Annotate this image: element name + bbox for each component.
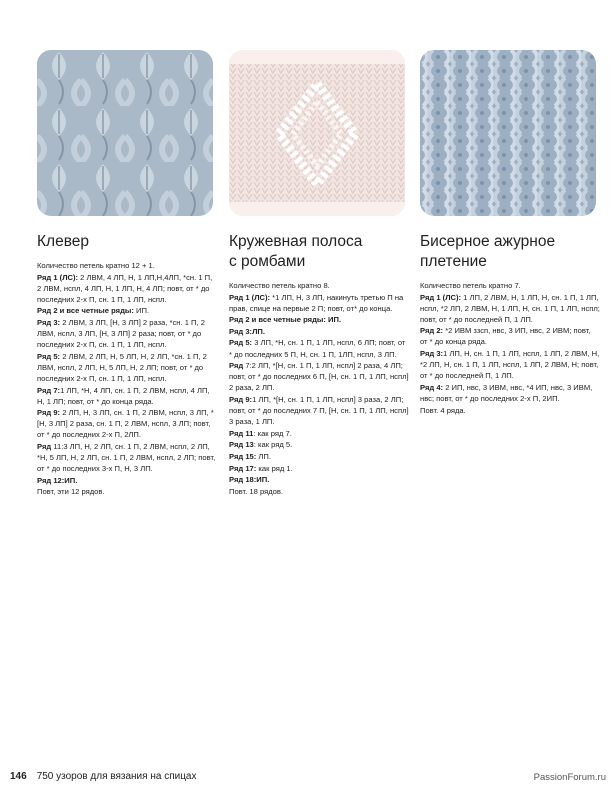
instruction-line: Количество петель кратно 7. [420, 281, 521, 290]
instruction-line: Ряд 1 (ЛС): *1 ЛП, Н, 3 ЛП, накинуть третью П на прав, спице на первые 2 П; повт, от* до конца. [229, 292, 404, 313]
swatch-photo-beaded-lace [420, 50, 596, 216]
instruction-line: Ряд 1 (ЛС): 2 ЛВМ, 4 ЛП, Н, 1 ЛП,Н,4ЛП, *сн. 1 П, 2 ЛВМ, нспл, 4 ЛП, Н, 1 ЛП, Н, 4 ЛП; повт, от * до последних 2-х П, сн. 1 П, 1 ЛП, нспл. [37, 272, 213, 304]
pattern-instructions [37, 260, 217, 497]
instruction-line: Ряд 3:ЛП. [229, 326, 265, 336]
instruction-line: Ряд 2: *2 ИВМ ззсп, нвс, 3 ИП, нвс, 2 ИВМ; повт, от * до конца ряда. [420, 326, 591, 347]
instruction-line: Количество петель кратно 8. [229, 281, 330, 290]
instruction-line: Ряд 11: как ряд 7. [229, 428, 292, 438]
instruction-line: Ряд 3: 2 ЛВМ, 3 ЛП, [Н, 3 ЛП] 2 раза, *сн. 1 П, 2 ЛВМ, нспл, 3 ЛП, [Н, 3 ЛП] 2 раза; повт, от * до последних 2-х П, сн. 1 П, 1 ЛП, нспл. [37, 317, 205, 350]
instruction-line: Количество петель кратно 12 + 1. [37, 261, 155, 270]
swatch-photo-lace-diamonds [229, 50, 405, 216]
instruction-line: Ряд 5: 2 ЛВМ, 2 ЛП, Н, 5 ЛП, Н, 2 ЛП, *сн. 1 П, 2 ЛВМ, нспл, 2 ЛП, Н, 5 ЛП, Н, 2 ЛП; повт, от * до последних 2-х П, сн. 1 П, 1 ЛП, нспл. [37, 351, 207, 383]
instruction-line: Ряд 9: 2 ЛП, Н, 3 ЛП, сн. 1 П, 2 ЛВМ, нспл, 3 ЛП, *[Н, 3 ЛП] 2 раза, сн. 1 П, 2 ЛВМ, нспл, 3 ЛП; повт, от * до последних 2-х П, 2ЛП. [37, 408, 214, 440]
instruction-line: Ряд 12:ИП. [37, 475, 78, 485]
book-title: 750 узоров для вязания на спицах [36, 771, 197, 782]
pattern-title: Клевер [37, 233, 89, 250]
instruction-line: Повт. 4 ряда. [420, 405, 466, 415]
instruction-line: Ряд 11:3 ЛП, Н, 2 ЛП, сн. 1 П, 2 ЛВМ, нспл, 2 ЛП, *Н, 5 ЛП, Н, 2 ЛП, сн. 1 П, 2 ЛВМ, нспл, 2 ЛП; повт, от * до последних 3-х П, Н, 3 ЛП. [37, 442, 216, 474]
watermark: PassionForum.ru [533, 772, 606, 783]
pattern-title: Кружевная полоса с ромбами [229, 233, 363, 270]
instruction-line: Ряд 7:2 ЛП, *[Н, сн. 1 П, 1 ЛП, нспл] 2 раза, 4 ЛП; повт, от * до последних 6 П, [Н, сн. 1 П, 1 ЛП, нспл] 2 раза, 2 ЛП. [229, 361, 409, 393]
instruction-line: Ряд 13: как ряд 5. [229, 440, 293, 450]
page-footer [10, 771, 196, 782]
pattern-title: Бисерное ажурное плетение [420, 233, 556, 270]
instruction-line: Ряд 3:1 ЛП, Н, сн. 1 П, 1 ЛП, нспл, 1 ЛП, 2 ЛВМ, Н, *2 ЛП, Н, сн. 1 П, 1 ЛП, нспл, 1 ЛП, 2 ЛВМ, Н; повт, от * до последней П, 1 ЛП. [420, 349, 600, 381]
instruction-line: Ряд 15: ЛП. [229, 451, 271, 461]
instruction-line: Ряд 9:1 ЛП, *[Н, сн. 1 П, 1 ЛП, нспл] 3 раза, 2 ЛП; повт, от * до последних 7 П, [Н, сн. 1 П, 1 ЛП, нспл] 3 раза, 1 ЛП. [229, 394, 409, 427]
instruction-line: Ряд 7:1 ЛП, *Н, 4 ЛП, сн. 1 П, 2 ЛВМ, нспл, 4 ЛП, Н, 1 ЛП; повт, от * до конца ряда. [37, 385, 210, 406]
instruction-line: Ряд 1 (ЛС): 1 ЛП, 2 ЛВМ, Н, 1 ЛП, Н, сн. 1 П, 1 ЛП, нспл, *2 ЛП, 2 ЛВМ, Н, 1 ЛП, Н, сн. 1 П, 1 ЛП, нспл; повт, от * до последней П, 1 ЛП. [420, 292, 600, 324]
pattern-instructions [420, 280, 600, 416]
swatch-photo-clover [37, 50, 213, 216]
instruction-line: Ряд 2 и все четные ряды: ИП. [37, 306, 150, 316]
instruction-line: Ряд 5: 3 ЛП, *Н, сн. 1 П, 1 ЛП, нспл, 6 ЛП; повт, от * до последних 5 П, Н, сн. 1 П, 1ЛП, нспл, 3 ЛП. [229, 338, 406, 359]
page-number: 146 [10, 771, 27, 782]
pattern-column-clover [37, 232, 217, 497]
instruction-line: Ряд 18:ИП. [229, 475, 270, 485]
pattern-column-lace-diamonds [229, 232, 409, 497]
pattern-instructions [229, 280, 409, 497]
instruction-line: Повт, эти 12 рядов. [37, 487, 105, 497]
instruction-line: Ряд 17: как ряд 1. [229, 463, 293, 473]
instruction-line: Повт. 18 рядов. [229, 486, 284, 496]
pattern-column-beaded-lace [420, 232, 600, 416]
instruction-line: Ряд 2 и все четные ряды: ИП. [229, 315, 342, 325]
instruction-line: Ряд 4: 2 ИП, нвс, 3 ИВМ, нвс, *4 ИП, нвс, 3 ИВМ, нвс; повт, от * до последних 2-х П, 2ИП. [420, 382, 593, 403]
